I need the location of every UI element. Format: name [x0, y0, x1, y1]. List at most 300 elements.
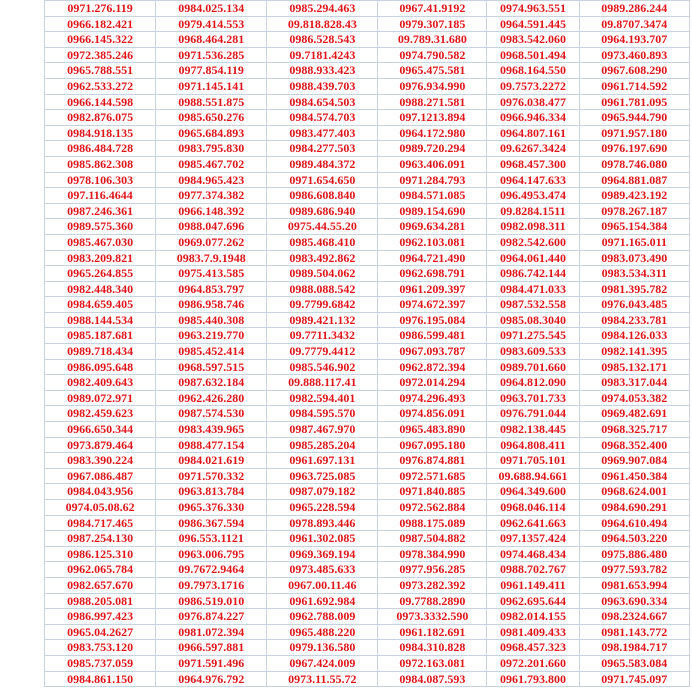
phone-number-cell[interactable]: 0966.144.598	[45, 94, 156, 110]
phone-number-cell[interactable]: 0989.720.294	[378, 141, 487, 157]
phone-number-cell[interactable]: 0963.006.795	[156, 546, 267, 562]
phone-number-cell[interactable]: 0987.254.130	[45, 531, 156, 547]
phone-number-cell[interactable]: 0964.853.797	[156, 281, 267, 297]
phone-number-cell[interactable]: 0968.464.281	[156, 32, 267, 48]
phone-number-cell[interactable]: 0989.701.660	[487, 359, 579, 375]
phone-number-cell[interactable]: 0984.126.033	[579, 328, 689, 344]
phone-number-cell[interactable]: 0989.686.940	[267, 203, 378, 219]
phone-number-cell[interactable]: 0981.653.994	[579, 577, 689, 593]
phone-number-cell[interactable]: 0976.197.690	[579, 141, 689, 157]
phone-number-cell[interactable]: 0986.519.010	[156, 593, 267, 609]
phone-number-cell[interactable]: 0961.302.085	[267, 531, 378, 547]
phone-number-cell[interactable]: 0976.874.227	[156, 609, 267, 625]
phone-number-cell[interactable]: 0986.367.594	[156, 515, 267, 531]
phone-number-cell[interactable]: 0978.746.080	[579, 156, 689, 172]
phone-number-cell[interactable]: 098.2324.667	[579, 609, 689, 625]
phone-number-cell[interactable]: 0962.788.009	[267, 609, 378, 625]
phone-number-cell[interactable]: 0985.294.463	[267, 1, 378, 17]
phone-number-cell[interactable]: 0974.790.582	[378, 47, 487, 63]
table-row	[45, 234, 690, 250]
phone-number-cell[interactable]: 0978.893.446	[267, 515, 378, 531]
phone-number-cell[interactable]: 0989.072.971	[45, 390, 156, 406]
phone-number-cell[interactable]: 0971.654.650	[267, 172, 378, 188]
phone-number-cell[interactable]: 0964.807.161	[487, 125, 579, 141]
phone-number-cell[interactable]: 0983.492.862	[267, 250, 378, 266]
phone-number-cell[interactable]: 0988.088.542	[267, 281, 378, 297]
table-row	[45, 609, 690, 625]
phone-number-cell[interactable]: 0969.482.691	[579, 406, 689, 422]
phone-number-cell[interactable]: 0983.534.311	[579, 266, 689, 282]
phone-number-cell[interactable]: 0988.175.089	[378, 515, 487, 531]
phone-number-cell[interactable]: 0985.440.308	[156, 312, 267, 328]
phone-number-cell[interactable]: 0982.409.643	[45, 375, 156, 391]
phone-number-cell[interactable]: 0988.551.875	[156, 94, 267, 110]
phone-number-cell[interactable]: 0971.284.793	[378, 172, 487, 188]
phone-number-cell[interactable]: 0968.457.323	[487, 640, 579, 656]
phone-number-cell[interactable]: 0986.608.840	[267, 188, 378, 204]
table-row	[45, 141, 690, 157]
phone-number-cell[interactable]: 0985.187.681	[45, 328, 156, 344]
phone-number-cell[interactable]: 0962.426.280	[156, 390, 267, 406]
phone-number-cell[interactable]: 0983.073.490	[579, 250, 689, 266]
phone-number-cell[interactable]: 0982.657.670	[45, 577, 156, 593]
phone-number-cell[interactable]: 0972.385.246	[45, 47, 156, 63]
phone-number-cell[interactable]: 0986.125.310	[45, 546, 156, 562]
phone-number-cell[interactable]: 0989.575.360	[45, 219, 156, 235]
phone-number-cell[interactable]: 09.8707.3474	[579, 16, 689, 32]
phone-number-cell[interactable]: 0984.043.956	[45, 484, 156, 500]
phone-number-cell[interactable]: 0962.103.081	[378, 234, 487, 250]
table-row	[45, 203, 690, 219]
phone-number-cell[interactable]: 0987.574.530	[156, 406, 267, 422]
phone-number-cell[interactable]: 0962.533.272	[45, 78, 156, 94]
phone-number-cell[interactable]: 0963.406.091	[378, 156, 487, 172]
table-body	[45, 1, 690, 687]
table-row	[45, 624, 690, 640]
phone-number-cell[interactable]: 0984.595.570	[267, 406, 378, 422]
phone-number-cell[interactable]: 0964.147.633	[487, 172, 579, 188]
table-row	[45, 515, 690, 531]
phone-number-cell[interactable]: 0971.840.885	[378, 484, 487, 500]
phone-number-cell[interactable]: 0983.753.120	[45, 640, 156, 656]
phone-number-cell[interactable]: 0976.791.044	[487, 406, 579, 422]
phone-number-cell[interactable]: 0971.591.496	[156, 655, 267, 671]
phone-number-cell[interactable]: 0984.021.619	[156, 453, 267, 469]
phone-number-cell[interactable]: 0981.072.394	[156, 624, 267, 640]
phone-number-cell[interactable]: 0971.145.141	[156, 78, 267, 94]
phone-number-cell[interactable]: 0962.065.784	[45, 562, 156, 578]
phone-number-cell[interactable]: 0966.946.334	[487, 110, 579, 126]
phone-number-cell[interactable]: 0983.609.533	[487, 344, 579, 360]
phone-number-cell[interactable]: 09.7181.4243	[267, 47, 378, 63]
phone-number-cell[interactable]: 0969.634.281	[378, 219, 487, 235]
phone-number-cell[interactable]: 09.7672.9464	[156, 562, 267, 578]
phone-number-cell[interactable]: 0986.599.481	[378, 328, 487, 344]
phone-number-cell[interactable]: 0963.725.085	[267, 468, 378, 484]
phone-number-cell[interactable]: 0969.369.194	[267, 546, 378, 562]
phone-number-cell[interactable]: 0961.714.592	[579, 78, 689, 94]
phone-number-cell[interactable]: 0965.228.594	[267, 500, 378, 516]
phone-number-cell[interactable]: 0975.886.480	[579, 546, 689, 562]
phone-number-cell[interactable]: 0977.374.382	[156, 188, 267, 204]
table-row	[45, 375, 690, 391]
phone-number-cell[interactable]: 0986.742.144	[487, 266, 579, 282]
phone-number-cell[interactable]: 0971.957.180	[579, 125, 689, 141]
phone-number-cell[interactable]: 0965.583.084	[579, 655, 689, 671]
phone-number-cell[interactable]: 0971.570.332	[156, 468, 267, 484]
phone-number-cell[interactable]: 0982.542.600	[487, 234, 579, 250]
phone-number-cell[interactable]: 0984.918.135	[45, 125, 156, 141]
phone-number-cell[interactable]: 0971.275.545	[487, 328, 579, 344]
phone-number-cell[interactable]: 0976.038.477	[487, 94, 579, 110]
table-row	[45, 188, 690, 204]
phone-number-cell[interactable]: 0964.808.411	[487, 437, 579, 453]
phone-number-cell[interactable]: 0975.413.585	[156, 266, 267, 282]
table-row	[45, 78, 690, 94]
table-row	[45, 500, 690, 516]
phone-number-cell[interactable]: 0982.138.445	[487, 422, 579, 438]
phone-number-cell[interactable]: 0985.452.414	[156, 344, 267, 360]
phone-number-cell[interactable]: 0988.439.703	[267, 78, 378, 94]
phone-number-cell[interactable]: 0971.745.097	[579, 671, 689, 687]
phone-number-cell[interactable]: 0972.163.081	[378, 655, 487, 671]
phone-number-cell[interactable]: 0966.145.322	[45, 32, 156, 48]
table-row	[45, 655, 690, 671]
phone-number-cell[interactable]: 0989.718.434	[45, 344, 156, 360]
phone-number-cell[interactable]: 0985.468.410	[267, 234, 378, 250]
table-row	[45, 562, 690, 578]
phone-number-cell[interactable]: 0984.861.150	[45, 671, 156, 687]
phone-number-cell[interactable]: 0986.958.746	[156, 297, 267, 313]
phone-number-cell[interactable]: 0984.574.703	[267, 110, 378, 126]
table-row	[45, 640, 690, 656]
phone-number-cell[interactable]: 0961.781.095	[579, 94, 689, 110]
phone-number-cell[interactable]: 0985.285.204	[267, 437, 378, 453]
phone-number-cell[interactable]: 0964.503.220	[579, 531, 689, 547]
phone-number-cell[interactable]: 0987.632.184	[156, 375, 267, 391]
phone-number-cell[interactable]: 0966.597.881	[156, 640, 267, 656]
phone-number-cell[interactable]: 0978.267.187	[579, 203, 689, 219]
table-row	[45, 219, 690, 235]
phone-number-cell[interactable]: 09.6267.3424	[487, 141, 579, 157]
phone-number-cell[interactable]: 0968.597.515	[156, 359, 267, 375]
table-row	[45, 328, 690, 344]
phone-number-cell[interactable]: 0989.154.690	[378, 203, 487, 219]
table-row	[45, 156, 690, 172]
phone-number-cell[interactable]: 0982.014.155	[487, 609, 579, 625]
phone-number-cell[interactable]: 0977.854.119	[156, 63, 267, 79]
phone-number-cell[interactable]: 0974.05.08.62	[45, 500, 156, 516]
table-row	[45, 437, 690, 453]
phone-number-cell[interactable]: 0986.528.543	[267, 32, 378, 48]
phone-number-cell[interactable]: 0974.296.493	[378, 390, 487, 406]
phone-number-cell[interactable]: 0964.721.490	[378, 250, 487, 266]
phone-number-cell[interactable]: 0965.154.384	[579, 219, 689, 235]
phone-number-cell[interactable]: 09.818.828.43	[267, 16, 378, 32]
phone-number-cell[interactable]: 0968.352.400	[579, 437, 689, 453]
table-row	[45, 671, 690, 687]
phone-number-cell[interactable]: 09.7711.3432	[267, 328, 378, 344]
phone-number-cell[interactable]: 0964.061.440	[487, 250, 579, 266]
phone-number-cell[interactable]: 0961.182.691	[378, 624, 487, 640]
phone-number-cell[interactable]: 0985.467.030	[45, 234, 156, 250]
phone-number-cell[interactable]: 0962.641.663	[487, 515, 579, 531]
phone-number-cell[interactable]: 0988.702.767	[487, 562, 579, 578]
phone-number-cell[interactable]: 0967.608.290	[579, 63, 689, 79]
phone-number-cell[interactable]: 09.7788.2890	[378, 593, 487, 609]
phone-number-cell[interactable]: 0964.193.707	[579, 32, 689, 48]
phone-number-cell[interactable]: 0968.624.001	[579, 484, 689, 500]
phone-number-cell[interactable]: 0965.944.790	[579, 110, 689, 126]
phone-number-cell[interactable]: 0967.00.11.46	[267, 577, 378, 593]
phone-number-cell[interactable]: 0972.014.294	[378, 375, 487, 391]
phone-number-cell[interactable]: 0962.695.644	[487, 593, 579, 609]
phone-number-cell[interactable]: 097.1357.424	[487, 531, 579, 547]
phone-number-cell[interactable]: 0967.093.787	[378, 344, 487, 360]
table-row	[45, 546, 690, 562]
phone-number-cell[interactable]: 0975.44.55.20	[267, 219, 378, 235]
phone-number-cell[interactable]: 0963.701.733	[487, 390, 579, 406]
phone-number-cell[interactable]: 0983.795.830	[156, 141, 267, 157]
phone-number-cell[interactable]: 0981.409.433	[487, 624, 579, 640]
phone-number-cell[interactable]: 0969.907.084	[579, 453, 689, 469]
phone-number-cell[interactable]: 0974.856.091	[378, 406, 487, 422]
phone-number-cell[interactable]: 0971.536.285	[156, 47, 267, 63]
phone-number-cell[interactable]: 0974.468.434	[487, 546, 579, 562]
phone-number-cell[interactable]: 0989.423.192	[579, 188, 689, 204]
phone-number-cell[interactable]: 0961.697.131	[267, 453, 378, 469]
phone-number-cell[interactable]: 0964.349.600	[487, 484, 579, 500]
phone-number-cell[interactable]: 0968.457.300	[487, 156, 579, 172]
phone-number-cell[interactable]: 0988.047.696	[156, 219, 267, 235]
phone-number-cell[interactable]: 0985.737.059	[45, 655, 156, 671]
phone-number-cell[interactable]: 09.7799.6842	[267, 297, 378, 313]
phone-number-cell[interactable]: 0963.813.784	[156, 484, 267, 500]
phone-number-cell[interactable]: 0965.684.893	[156, 125, 267, 141]
phone-number-cell[interactable]: 0979.136.580	[267, 640, 378, 656]
phone-number-cell[interactable]: 0978.384.990	[378, 546, 487, 562]
phone-number-cell[interactable]: 0976.934.990	[378, 78, 487, 94]
phone-number-cell[interactable]: 0983.390.224	[45, 453, 156, 469]
phone-number-cell[interactable]: 0982.876.075	[45, 110, 156, 126]
phone-number-cell[interactable]: 0965.264.855	[45, 266, 156, 282]
phone-number-cell[interactable]: 0961.692.984	[267, 593, 378, 609]
phone-number-cell[interactable]: 0965.376.330	[156, 500, 267, 516]
phone-number-cell[interactable]: 0985.650.276	[156, 110, 267, 126]
phone-number-cell[interactable]: 09.789.31.680	[378, 32, 487, 48]
phone-number-cell[interactable]: 0966.148.392	[156, 203, 267, 219]
phone-number-cell[interactable]: 0984.471.033	[487, 281, 579, 297]
phone-number-cell[interactable]: 0988.933.423	[267, 63, 378, 79]
phone-number-cell[interactable]: 0969.077.262	[156, 234, 267, 250]
phone-number-cell[interactable]: 0982.459.623	[45, 406, 156, 422]
phone-number-cell[interactable]: 097.1213.894	[378, 110, 487, 126]
table-row	[45, 390, 690, 406]
phone-number-cell[interactable]: 0968.325.717	[579, 422, 689, 438]
table-row	[45, 484, 690, 500]
phone-number-cell[interactable]: 0988.205.081	[45, 593, 156, 609]
phone-number-cell[interactable]: 0972.201.660	[487, 655, 579, 671]
phone-number-cell[interactable]: 0983.542.060	[487, 32, 579, 48]
phone-number-cell[interactable]: 0973.3332.590	[378, 609, 487, 625]
phone-number-cell[interactable]: 0977.593.782	[579, 562, 689, 578]
phone-number-cell[interactable]: 0976.195.084	[378, 312, 487, 328]
phone-number-cell[interactable]: 0979.414.553	[156, 16, 267, 32]
phone-number-cell[interactable]: 0963.219.770	[156, 328, 267, 344]
phone-number-cell[interactable]: 0963.690.334	[579, 593, 689, 609]
phone-number-cell[interactable]: 0988.271.581	[378, 94, 487, 110]
phone-number-cell[interactable]: 0984.654.503	[267, 94, 378, 110]
phone-number-cell[interactable]: 0976.043.485	[579, 297, 689, 313]
table-row	[45, 531, 690, 547]
phone-number-cell[interactable]: 0964.976.792	[156, 671, 267, 687]
phone-number-cell[interactable]: 097.116.4644	[45, 188, 156, 204]
phone-number-cell[interactable]: 0962.698.791	[378, 266, 487, 282]
table-row	[45, 453, 690, 469]
phone-number-cell[interactable]: 09.888.117.41	[267, 375, 378, 391]
phone-number-cell[interactable]: 0989.484.372	[267, 156, 378, 172]
phone-number-cell[interactable]: 0974.672.397	[378, 297, 487, 313]
phone-number-cell[interactable]: 0965.475.581	[378, 63, 487, 79]
phone-number-cell[interactable]: 0982.594.401	[267, 390, 378, 406]
phone-number-cell[interactable]: 0962.872.394	[378, 359, 487, 375]
phone-number-cell[interactable]: 09.7779.4412	[267, 344, 378, 360]
phone-number-cell[interactable]: 0984.571.085	[378, 188, 487, 204]
phone-number-cell[interactable]: 0973.460.893	[579, 47, 689, 63]
phone-number-cell[interactable]: 0965.488.220	[267, 624, 378, 640]
phone-number-cell[interactable]: 09.7973.1716	[156, 577, 267, 593]
phone-number-cell[interactable]: 0983.209.821	[45, 250, 156, 266]
phone-number-cell[interactable]: 0961.450.384	[579, 468, 689, 484]
phone-number-cell[interactable]: 0968.164.550	[487, 63, 579, 79]
phone-number-cell[interactable]: 0979.307.185	[378, 16, 487, 32]
phone-number-cell[interactable]: 0985.467.702	[156, 156, 267, 172]
phone-number-cell[interactable]: 0986.997.423	[45, 609, 156, 625]
phone-number-cell[interactable]: 0984.717.465	[45, 515, 156, 531]
phone-number-cell[interactable]: 0984.965.423	[156, 172, 267, 188]
table-row	[45, 359, 690, 375]
phone-number-cell[interactable]: 0967.086.487	[45, 468, 156, 484]
phone-number-cell[interactable]: 0983.439.965	[156, 422, 267, 438]
phone-number-cell[interactable]: 0988.477.154	[156, 437, 267, 453]
phone-number-cell[interactable]: 0989.286.244	[579, 1, 689, 17]
phone-number-cell[interactable]: 0978.106.303	[45, 172, 156, 188]
phone-number-cell[interactable]: 0981.143.772	[579, 624, 689, 640]
phone-number-cell[interactable]: 0987.504.882	[378, 531, 487, 547]
phone-number-cell[interactable]: 0984.087.593	[378, 671, 487, 687]
phone-number-cell[interactable]: 0985.08.3040	[487, 312, 579, 328]
phone-number-cell[interactable]: 0964.610.494	[579, 515, 689, 531]
phone-number-cell[interactable]: 09.7573.2272	[487, 78, 579, 94]
phone-number-cell[interactable]: 0961.149.411	[487, 577, 579, 593]
phone-number-cell[interactable]: 0977.956.285	[378, 562, 487, 578]
phone-number-cell[interactable]: 0973.485.633	[267, 562, 378, 578]
phone-number-cell[interactable]: 0976.874.881	[378, 453, 487, 469]
phone-number-cell[interactable]: 0984.025.134	[156, 1, 267, 17]
phone-number-cell[interactable]: 0982.141.395	[579, 344, 689, 360]
phone-number-cell[interactable]: 098.1984.717	[579, 640, 689, 656]
phone-number-cell[interactable]: 0987.532.558	[487, 297, 579, 313]
phone-number-cell[interactable]: 0984.233.781	[579, 312, 689, 328]
phone-number-cell[interactable]: 0965.788.551	[45, 63, 156, 79]
table-row	[45, 47, 690, 63]
phone-number-cell[interactable]: 0985.546.902	[267, 359, 378, 375]
phone-number-cell[interactable]: 0984.310.828	[378, 640, 487, 656]
phone-number-cell[interactable]: 096.4953.474	[487, 188, 579, 204]
table-row	[45, 172, 690, 188]
phone-number-cell[interactable]: 09.8284.1511	[487, 203, 579, 219]
phone-number-cell[interactable]: 0967.095.180	[378, 437, 487, 453]
phone-number-cell[interactable]: 0973.11.55.72	[267, 671, 378, 687]
table-row	[45, 250, 690, 266]
phone-number-cell[interactable]: 0973.879.464	[45, 437, 156, 453]
phone-number-cell[interactable]: 096.553.1121	[156, 531, 267, 547]
phone-number-cell[interactable]: 0964.812.090	[487, 375, 579, 391]
phone-number-cell[interactable]: 0983.7.9.1948	[156, 250, 267, 266]
table-row	[45, 16, 690, 32]
phone-number-cell[interactable]: 0972.562.884	[378, 500, 487, 516]
phone-number-cell[interactable]: 0987.467.970	[267, 422, 378, 438]
phone-number-cell[interactable]: 0971.165.011	[579, 234, 689, 250]
phone-number-cell[interactable]: 0966.650.344	[45, 422, 156, 438]
phone-number-cell[interactable]: 0982.098.311	[487, 219, 579, 235]
phone-number-cell[interactable]: 0965.483.890	[378, 422, 487, 438]
phone-number-cell[interactable]: 0984.690.291	[579, 500, 689, 516]
phone-number-cell[interactable]: 0964.591.445	[487, 16, 579, 32]
phone-number-cell[interactable]: 0987.079.182	[267, 484, 378, 500]
phone-number-cell[interactable]: 0989.504.062	[267, 266, 378, 282]
phone-number-cell[interactable]: 0974.963.551	[487, 1, 579, 17]
phone-number-cell[interactable]: 0985.862.308	[45, 156, 156, 172]
phone-number-cell[interactable]: 0968.501.494	[487, 47, 579, 63]
table-row	[45, 266, 690, 282]
phone-number-cell[interactable]: 0988.144.534	[45, 312, 156, 328]
phone-number-cell[interactable]: 09.688.94.661	[487, 468, 579, 484]
phone-number-cell[interactable]: 0983.317.044	[579, 375, 689, 391]
phone-number-cell[interactable]: 0967.41.9192	[378, 1, 487, 17]
phone-number-cell[interactable]: 0964.172.980	[378, 125, 487, 141]
phone-number-cell[interactable]: 0968.046.114	[487, 500, 579, 516]
table-row	[45, 312, 690, 328]
table-row	[45, 281, 690, 297]
table-row	[45, 63, 690, 79]
phone-number-cell[interactable]: 0965.04.2627	[45, 624, 156, 640]
phone-number-cell[interactable]: 0983.477.403	[267, 125, 378, 141]
phone-number-cell[interactable]: 0984.277.503	[267, 141, 378, 157]
phone-number-cell[interactable]: 0961.793.800	[487, 671, 579, 687]
phone-number-cell[interactable]: 0971.705.101	[487, 453, 579, 469]
phone-number-cell[interactable]: 0987.246.361	[45, 203, 156, 219]
phone-number-cell[interactable]: 0986.484.728	[45, 141, 156, 157]
phone-number-cell[interactable]: 0984.659.405	[45, 297, 156, 313]
phone-number-cell[interactable]: 0971.276.119	[45, 1, 156, 17]
phone-number-cell[interactable]: 0966.182.421	[45, 16, 156, 32]
phone-number-cell[interactable]: 0973.282.392	[378, 577, 487, 593]
table-row	[45, 32, 690, 48]
phone-number-cell[interactable]: 0985.132.171	[579, 359, 689, 375]
phone-number-cell[interactable]: 0964.881.087	[579, 172, 689, 188]
phone-number-cell[interactable]: 0989.421.132	[267, 312, 378, 328]
table-row	[45, 1, 690, 17]
table-row	[45, 297, 690, 313]
phone-number-cell[interactable]: 0974.053.382	[579, 390, 689, 406]
phone-number-cell[interactable]: 0961.209.397	[378, 281, 487, 297]
phone-number-cell[interactable]: 0982.448.340	[45, 281, 156, 297]
phone-number-cell[interactable]: 0967.424.009	[267, 655, 378, 671]
phone-number-cell[interactable]: 0972.571.685	[378, 468, 487, 484]
phone-number-cell[interactable]: 0981.395.782	[579, 281, 689, 297]
phone-number-cell[interactable]: 0986.095.648	[45, 359, 156, 375]
